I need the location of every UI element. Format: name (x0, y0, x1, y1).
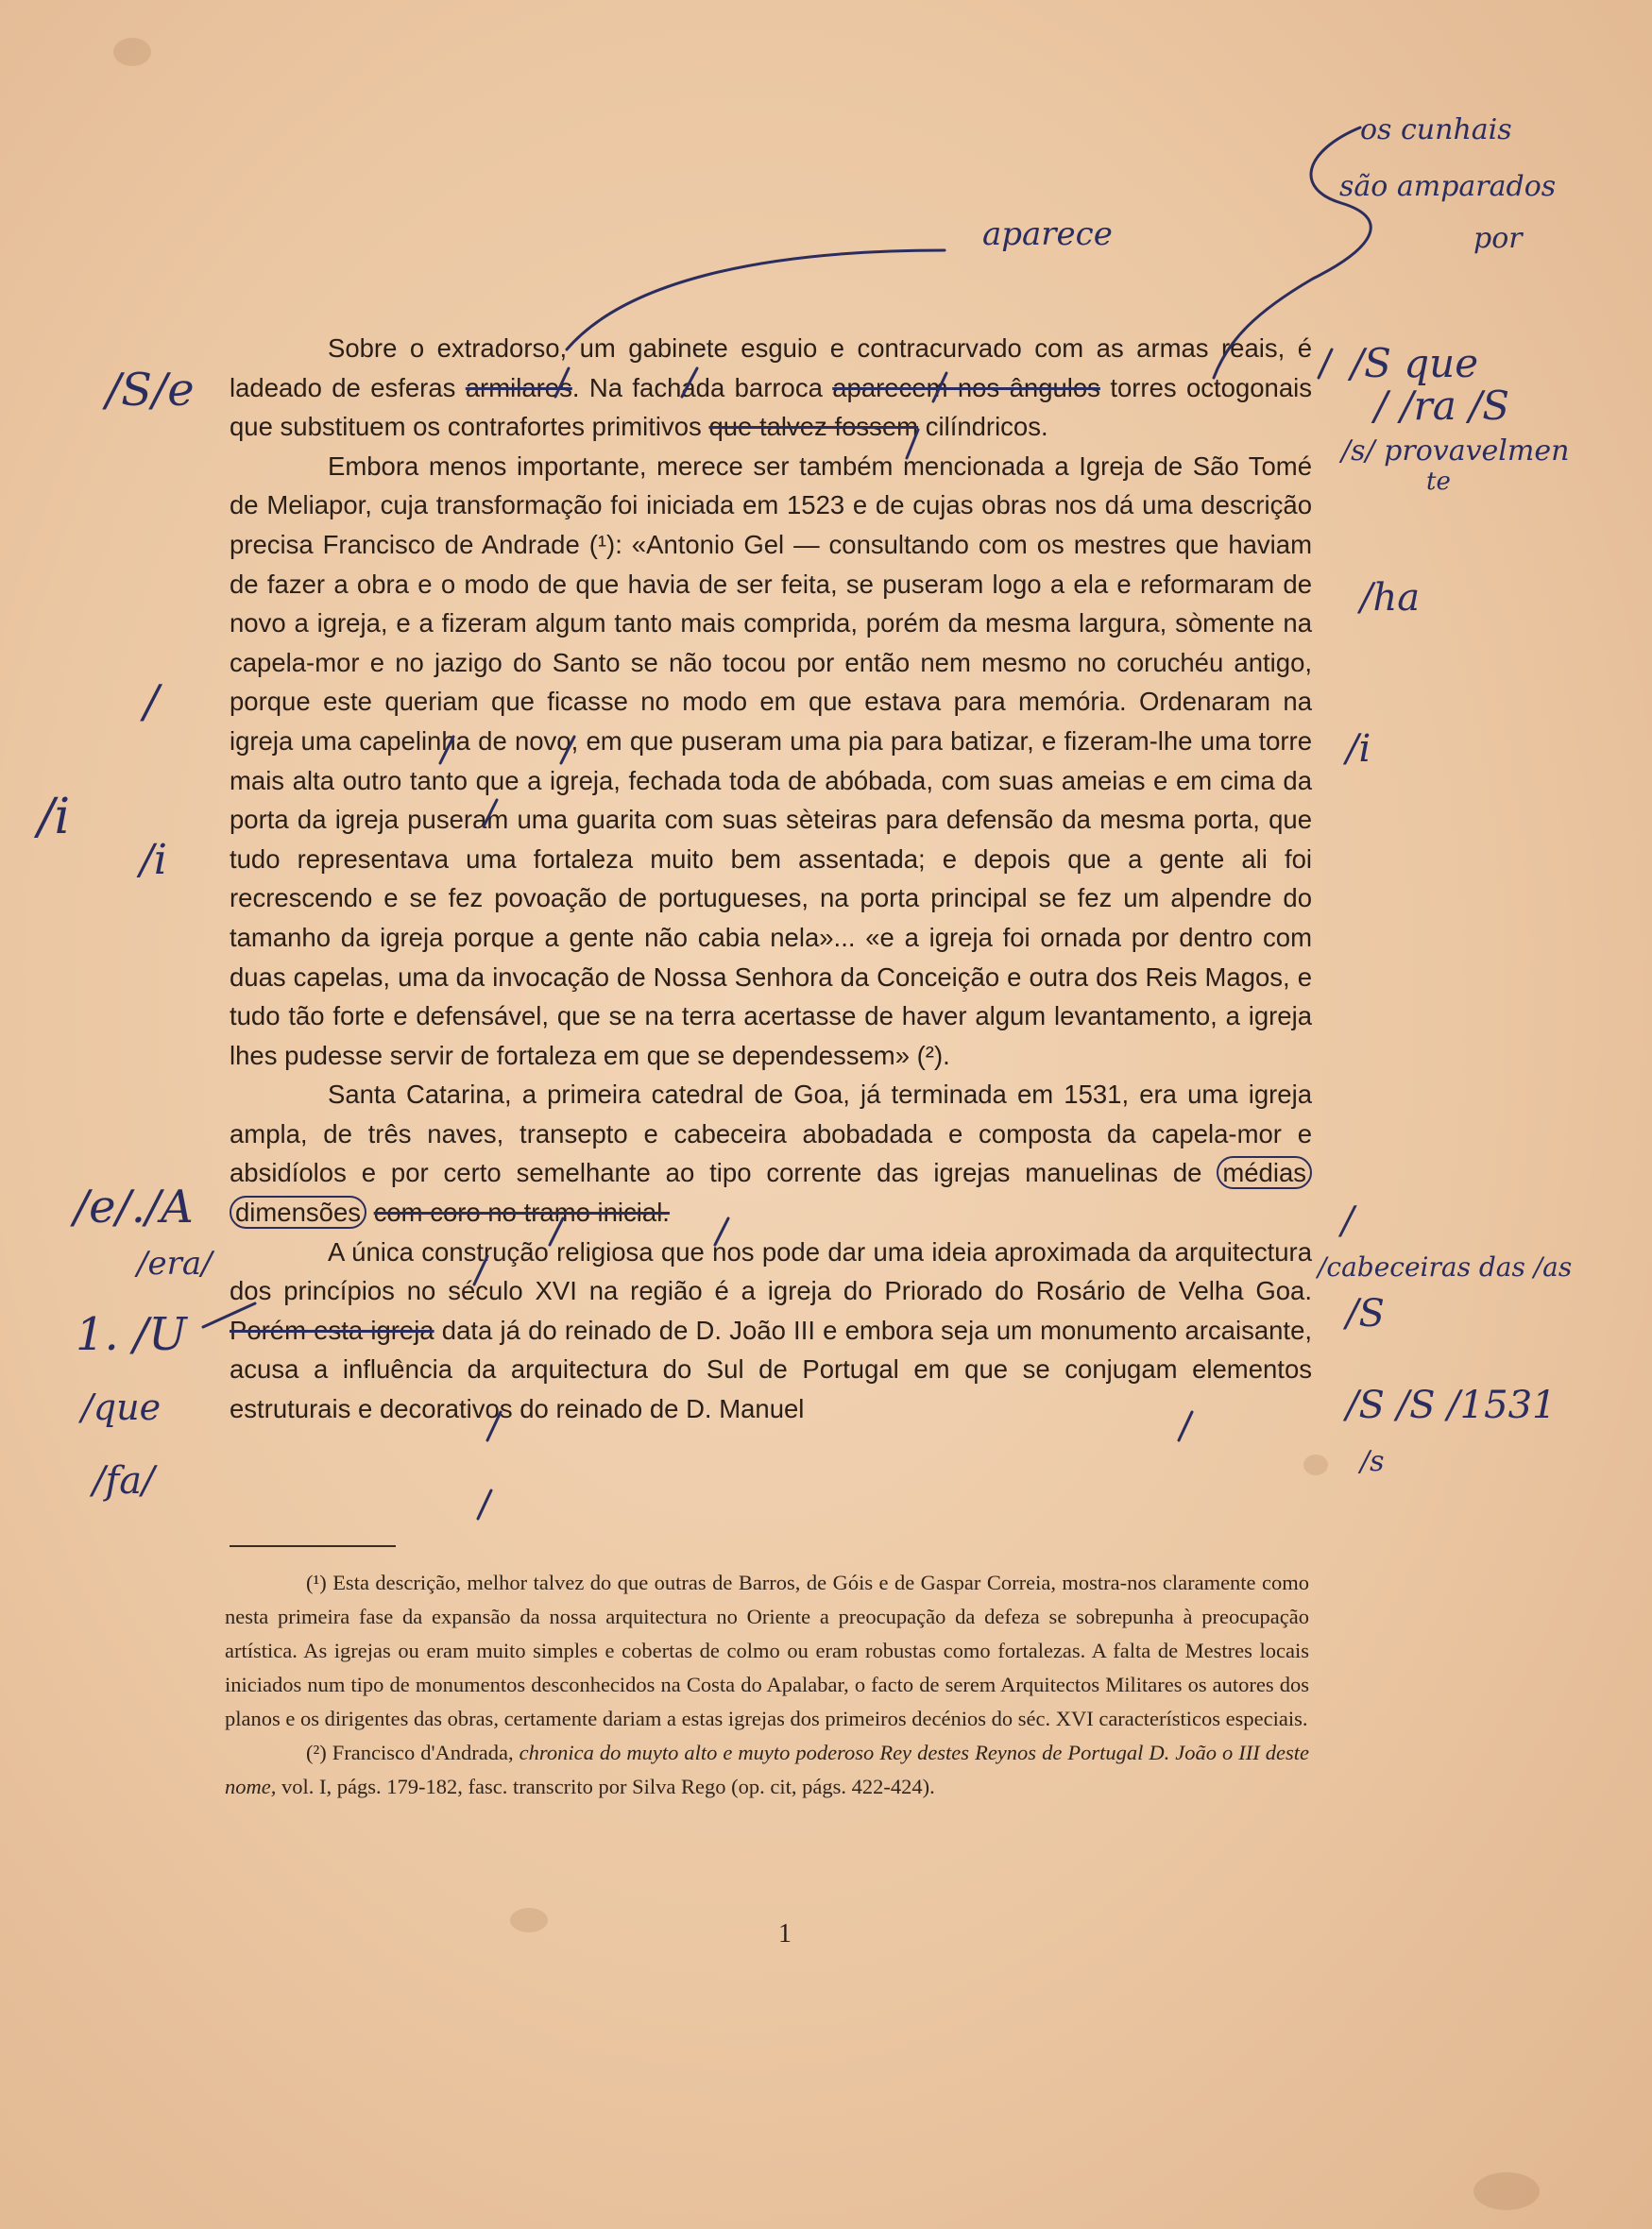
handwritten-note: /S (1346, 1292, 1385, 1336)
handwritten-note: /S /S /1531 (1346, 1384, 1557, 1427)
handwritten-note: por (1473, 222, 1523, 255)
text-run: vol. I, págs. 179-182, fasc. transcrito por Silva Rego (op. cit, págs. 422-424). (281, 1775, 935, 1798)
handwritten-note: /S que (1351, 340, 1479, 386)
slash-mark (715, 1218, 728, 1245)
handwritten-note: /S/e (106, 364, 195, 417)
struck-text: que talvez fossem (708, 412, 919, 442)
handwritten-note: /i (1346, 727, 1371, 771)
text-run: cilíndricos. (925, 412, 1048, 442)
handwritten-note: são amparados (1339, 170, 1557, 203)
text-run: data já do reinado de D. João III e embora seja um monumento arcaisante, acusa a influência da arquitectura do Sul de Portugal em que se conjugam elementos estruturais e decorativos do reinado de D. Manuel (230, 1315, 1313, 1424)
handwritten-note: /cabeceiras das /as (1318, 1251, 1573, 1283)
handwritten-note: /e/./A (74, 1181, 194, 1234)
slash-mark (478, 1490, 491, 1519)
handwritten-note: /que (81, 1387, 162, 1428)
slash-mark (1179, 1412, 1192, 1440)
slash-mark (907, 430, 918, 458)
handwritten-note: /s/ provavelmen (1341, 434, 1570, 468)
slash-mark (487, 1412, 501, 1440)
slash-mark (1319, 349, 1332, 378)
text-run: Na fachada barroca (588, 372, 823, 402)
slash-mark (555, 368, 569, 397)
slash-mark (933, 373, 946, 401)
slash-mark (474, 1256, 487, 1285)
handwritten-note: /s (1360, 1445, 1385, 1478)
slash-mark (682, 368, 697, 397)
text-run: A única construção religiosa que nos pode dar uma ideia aproximada da arquitectura dos princípios no século XVI na região é a igreja do Priorado do Rosário de Velha Goa. (230, 1236, 1312, 1306)
handwritten-note: os cunhais (1360, 113, 1512, 146)
text-run: um gabinete esguio e contracurvado com as armas reais (579, 333, 1278, 363)
handwritten-note: / /ra /S (1374, 383, 1510, 429)
slash-mark (484, 800, 497, 826)
struck-text: aparecem nos ângulos (832, 372, 1100, 402)
footnote-1: (¹) Esta descrição, melhor talvez do que outras de Barros, de Góis e de Gaspar Correia, mostra-nos claramente como nesta primeira fase da expansão da nossa arquitectura no Oriente a preocupação da defeza se sobrepunha à preocupação artística. As igrejas ou eram muito simples e cobertas de colmo ou eram robustas como fortalezas. A falta de Mestres locais iniciados num tipo de monumentos desconhecidos na Costa do Apalabar, o facto de serem Arquitectos Militares os autores dos planos e os dirigentes das obras, certamente dariam a estas igrejas dos primeiros decénios do séc. XVI característicos especiais. (225, 1571, 1309, 1730)
slash-mark (561, 737, 574, 763)
handwritten-note: te (1426, 468, 1451, 496)
handwritten-note: /i (38, 789, 71, 845)
guide-line (567, 250, 945, 349)
footnote-title: chronica do muyto alto e muyto poderoso Rey destes Reynos de Portugal D. João o III deste nome, (225, 1741, 1309, 1798)
paragraph-2: Embora menos importante, merece ser também mencionada a Igreja de São Tomé de Meliapor, cuja transformação foi iniciada em 1523 e de cujas obras nos dá uma descrição precisa Francisco de Andrade (¹): «Antonio Gel — consultando com os mestres que haviam de fazer a obra e o modo de que havia de ser feita, se puseram logo a ela e reformaram de novo a igreja, e a fizeram algum tanto mais comprida, porém da mesma largura, sòmente na capela-mor e no jazigo do Santo se não tocou por então nem mesmo no coruchéu antigo, porque este queriam que ficasse no modo em que estava para memória. Ordenaram na igreja uma capelinha de novo, em que puseram uma pia para batizar, e fizeram-lhe uma torre mais alta outro tanto que a igreja, fechada toda de abóbada, com suas ameias e em cima da porta da igreja puseram uma guarita com suas sèteiras para defensão da mesma porta, que tudo representava uma fortaleza muito bem assentada; e depois que a gente ali foi recrescendo e se fez povoação de portugueses, na porta principal se fez um alpendre do tamanho da igreja porque a gente não cabia nela»... «e a igreja foi ornada por dentro com duas capelas, uma da invocação de Nossa Senhora da Conceição e outra dos Reis Magos, e tudo tão forte e defensável, que se na terra acertasse de haver algum levantamento, a igreja lhes pudesse servir de fortaleza em que se dependessem» (²). (230, 451, 1312, 1070)
text-run: (²) Francisco d'Andrada, (306, 1741, 514, 1764)
circled-text: médias (1217, 1156, 1312, 1189)
slash-mark (550, 1218, 563, 1245)
paragraph-1: Sobre o extradorso, um gabinete esguio e contracurvado com as armas reais, é ladeado de esferas armilares. Na fachada barroca aparecem nos ângulos torres octogonais que substituem os contrafortes primitivos que talvez fossem cilíndricos. (230, 333, 1313, 442)
circled-text: dimensões (230, 1196, 366, 1229)
struck-text: Porém esta igreja (230, 1315, 434, 1345)
text-run: torres octogonais que substituem os contrafortes primitivos (230, 372, 1312, 442)
page-number: 1 (778, 1919, 792, 1948)
handwritten-note: aparece (982, 215, 1113, 253)
handwritten-note: / (144, 675, 160, 728)
text-run: Sobre o extradorso (328, 333, 560, 363)
handwritten-note: /i (140, 836, 167, 884)
text-run: Santa Catarina, a primeira catedral de Goa, já terminada em 1531, era uma igreja ampla, de três naves, transepto e cabeceira abobadada e composta da capela-mor e absidíolos e por certo semelhante ao tipo corrente das igrejas manuelinas de (230, 1080, 1312, 1188)
handwritten-note: /fa/ (93, 1459, 155, 1503)
slash-mark (440, 737, 453, 763)
guide-line (1214, 128, 1371, 378)
join-line (203, 1303, 255, 1327)
text-run: é ladeado de esferas (230, 333, 1313, 402)
handwritten-note: /era/ (137, 1245, 213, 1283)
handwritten-note: /ha (1360, 576, 1421, 620)
handwritten-note: / (1341, 1200, 1354, 1243)
handwritten-note: 1. /U (76, 1308, 187, 1361)
struck-text: armilares (465, 372, 572, 402)
struck-text: com coro no tramo inicial. (373, 1198, 670, 1228)
